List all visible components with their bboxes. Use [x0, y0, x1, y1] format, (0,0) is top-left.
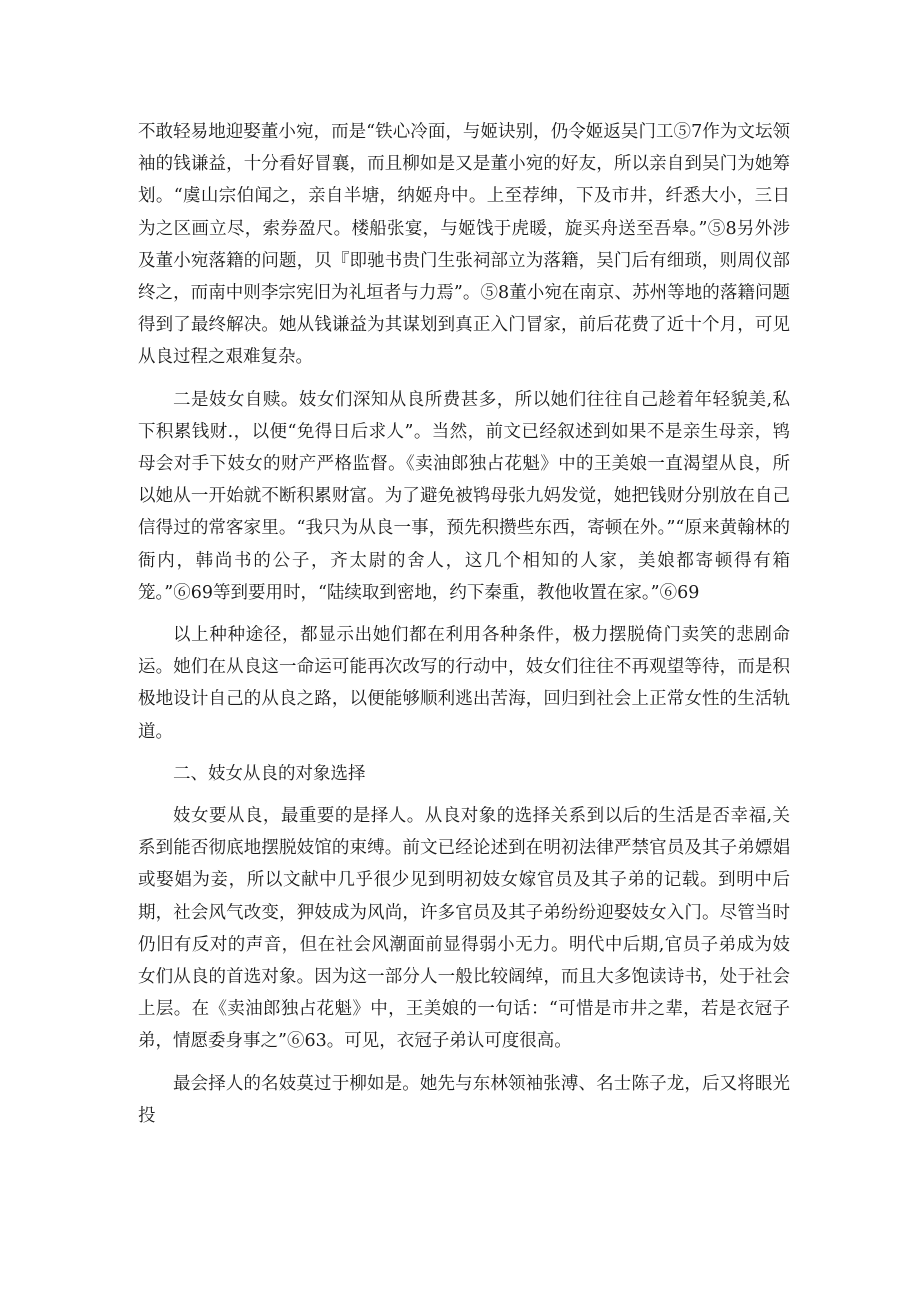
- section-heading: 二、妓女从良的对象选择: [173, 763, 366, 784]
- paragraph-3: 以上种种途径，都显示出她们都在利用各种条件，极力摆脱倚门卖笑的悲剧命运。她们在从良这一命运可能再次改写的行动中，妓女们往往不再观望等待，而是积极地设计自己的从良之路，以便能够顺利逃出苦海，回归到社会上正常女性的生活轨道。: [138, 625, 790, 742]
- paragraph-5: 最会择人的名妓莫过于柳如是。她先与东林领袖张溥、名士陈子龙，后又将眼光投: [138, 1073, 790, 1126]
- document-body: [138, 116, 790, 1142]
- paragraph-1: 不敢轻易地迎娶董小宛，而是“铁心冷面，与姬诀别，仍令姬返吴门工⑤7作为文坛领袖的钱谦益，十分看好冒襄，而且柳如是又是董小宛的好友，所以亲自到吴门为她筹划。“虞山宗伯闻之，亲自半塘，纳姬舟中。上至荐绅，下及市井，纤悉大小，三日为之区画立尽，索券盈尺。楼船张宴，与姬饯于虎暖，旋买舟送至吾皋。”⑤8另外涉及董小宛落籍的问题，贝『即驰书贵门生张祠部立为落籍，吴门后有细琐，则周仪部终之，而南中则李宗宪旧为礼垣者与力焉”。⑤8董小宛在南京、苏州等地的落籍问题得到了最终解决。她从钱谦益为其谋划到真正入门冒家，前后花费了近十个月，可见从良过程之艰难复杂。: [138, 122, 790, 368]
- paragraph-2: 二是妓女自赎。妓女们深知从良所费甚多，所以她们往往自己趁着年轻貌美,私下积累钱财.，以便“免得日后求人”。当然，前文已经叙述到如果不是亲生母亲，鸨母会对手下妓女的财产严格监督。《卖油郎独占花魁》中的王美娘一直渴望从良，所以她从一开始就不断积累财富。为了避免被鸨母张九妈发觉，她把钱财分别放在自己信得过的常客家里。“我只为从良一事，预先积攒些东西，寄顿在外。”“原来黄翰林的衙内，韩尚书的公子，齐太尉的舍人，这几个相知的人家，美娘都寄顿得有箱笼。”⑥69等到要用时，“陆续取到密地，约下秦重，教他收置在家。”⑥69: [138, 389, 790, 603]
- paragraph-4: 妓女要从良，最重要的是择人。从良对象的选择关系到以后的生活是否幸福,关系到能否彻底地摆脱妓馆的束缚。前文已经论述到在明初法律严禁官员及其子弟嫖娼或娶娼为妾，所以文献中几乎很少见到明初妓女嫁官员及其子弟的记载。到明中后期，社会风气改变，狎妓成为风尚，许多官员及其子弟纷纷迎娶妓女入门。尽管当时仍旧有反对的声音，但在社会风潮面前显得弱小无力。明代中后期,官员子弟成为妓女们从良的首选对象。因为这一部分人一般比较阔绰，而且大多饱读诗书，处于社会上层。在《卖油郎独占花魁》中，王美娘的一句话：“可惜是市井之辈，若是衣冠子弟，情愿委身事之”⑥63。可见，衣冠子弟认可度很高。: [138, 806, 790, 1052]
